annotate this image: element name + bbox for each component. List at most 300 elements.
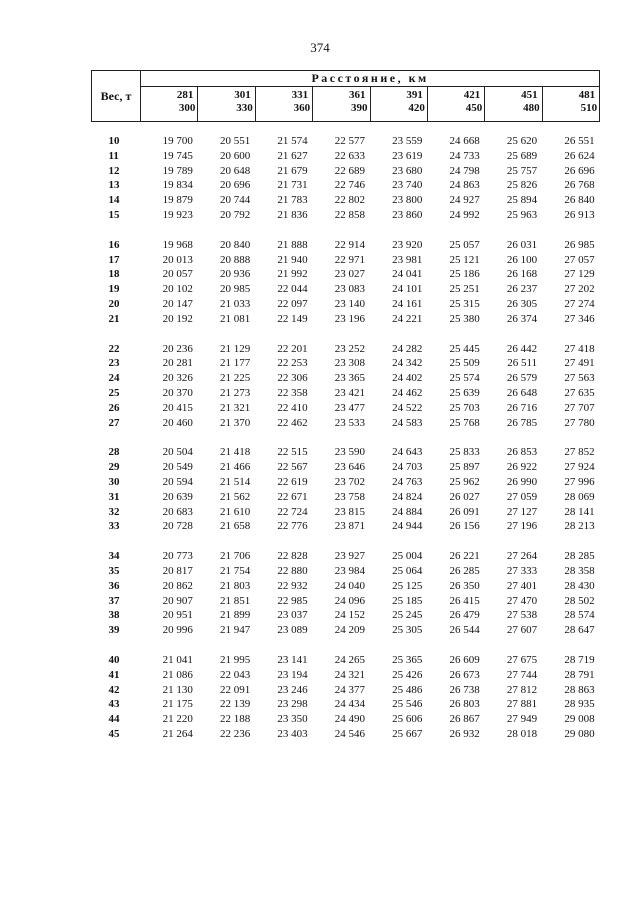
- value-cell: 22 971: [334, 253, 365, 266]
- value-cell: 20 951: [162, 609, 193, 622]
- table-row: [92, 594, 600, 609]
- value-cell: 20 888: [220, 253, 251, 266]
- value-cell: 26 738: [449, 683, 480, 696]
- weight-cell: 12: [108, 164, 120, 177]
- value-cell: 28 935: [564, 698, 595, 711]
- range-from: 301: [234, 89, 251, 101]
- distance-range-row: [92, 87, 600, 122]
- table-row: [92, 386, 600, 401]
- value-cell: 20 862: [162, 579, 193, 592]
- value-cell: 20 728: [162, 520, 193, 533]
- value-cell: 23 308: [334, 357, 365, 370]
- table-row: [92, 623, 600, 638]
- table-row: [92, 490, 600, 505]
- value-cell: 20 600: [220, 149, 251, 162]
- value-cell: 27 059: [506, 490, 538, 503]
- value-cell: 27 401: [506, 579, 538, 592]
- value-cell: 26 716: [506, 401, 538, 414]
- range-from: 451: [521, 89, 538, 101]
- value-cell: 27 675: [506, 653, 538, 666]
- value-cell: 24 733: [449, 149, 480, 162]
- value-cell: 25 121: [449, 253, 480, 266]
- value-cell: 25 305: [392, 624, 423, 637]
- value-cell: 22 043: [220, 668, 251, 681]
- value-cell: 21 370: [220, 416, 251, 429]
- value-cell: 21 129: [220, 342, 251, 355]
- value-cell: 20 648: [220, 164, 251, 177]
- value-cell: 25 757: [506, 164, 538, 177]
- value-cell: 23 815: [334, 505, 365, 518]
- weight-cell: 43: [108, 698, 120, 711]
- value-cell: 23 920: [392, 238, 423, 251]
- value-cell: 23 252: [334, 342, 365, 355]
- value-cell: 23 619: [392, 149, 423, 162]
- value-cell: 22 746: [334, 179, 365, 192]
- weight-cell: 44: [108, 713, 120, 726]
- group-spacer-cell: [92, 430, 600, 445]
- weight-cell: 34: [108, 550, 120, 563]
- value-cell: 25 186: [449, 268, 480, 281]
- value-cell: 24 798: [449, 164, 480, 177]
- distance-range-header: [542, 87, 599, 122]
- value-cell: 26 648: [506, 386, 538, 399]
- group-spacer: [92, 327, 600, 342]
- value-cell: 25 185: [392, 594, 423, 607]
- value-cell: 21 466: [220, 461, 251, 474]
- group-spacer: [92, 638, 600, 653]
- value-cell: 26 785: [506, 416, 538, 429]
- value-cell: 20 102: [162, 283, 193, 296]
- value-cell: 20 013: [162, 253, 193, 266]
- value-cell: 22 236: [220, 727, 251, 740]
- value-cell: 28 285: [564, 550, 595, 563]
- value-cell: 27 707: [564, 401, 595, 414]
- value-cell: 27 057: [564, 253, 595, 266]
- value-cell: 22 858: [334, 208, 365, 221]
- table-header: [92, 71, 600, 122]
- value-cell: 20 744: [220, 194, 251, 207]
- value-cell: 26 673: [449, 668, 480, 681]
- value-cell: 23 027: [334, 268, 365, 281]
- value-cell: 27 607: [506, 624, 538, 637]
- value-cell: 22 410: [277, 401, 308, 414]
- value-cell: 20 840: [220, 238, 251, 251]
- value-cell: 23 141: [277, 653, 308, 666]
- group-spacer-cell: [92, 122, 600, 135]
- value-cell: 20 907: [162, 594, 193, 607]
- distance-range-header: [485, 87, 542, 122]
- table-row: [92, 608, 600, 623]
- value-cell: 28 574: [564, 609, 595, 622]
- value-cell: 24 546: [334, 727, 365, 740]
- weight-column-header: Вес, т: [92, 71, 141, 122]
- value-cell: 21 679: [277, 164, 308, 177]
- range-to: 390: [351, 102, 368, 114]
- tariff-table: [91, 70, 600, 742]
- value-cell: 28 502: [564, 594, 595, 607]
- table-row: [92, 267, 600, 282]
- value-cell: 25 894: [506, 194, 538, 207]
- value-cell: 22 253: [277, 357, 308, 370]
- value-cell: 20 639: [162, 490, 193, 503]
- value-cell: 21 995: [220, 653, 251, 666]
- value-cell: 24 282: [392, 342, 423, 355]
- value-cell: 20 192: [162, 312, 193, 325]
- weight-cell: 35: [108, 564, 120, 577]
- value-cell: 22 358: [277, 386, 308, 399]
- value-cell: 20 985: [220, 283, 251, 296]
- value-cell: 23 559: [392, 135, 423, 147]
- value-cell: 21 273: [220, 386, 251, 399]
- value-cell: 28 719: [564, 653, 595, 666]
- value-cell: 20 773: [162, 550, 193, 563]
- weight-cell: 14: [108, 194, 120, 207]
- value-cell: 28 863: [564, 683, 595, 696]
- value-cell: 25 826: [506, 179, 538, 192]
- value-cell: 26 696: [564, 164, 595, 177]
- value-cell: 24 221: [392, 312, 423, 325]
- value-cell: 22 577: [334, 135, 365, 147]
- value-cell: 20 281: [162, 357, 193, 370]
- value-cell: 25 962: [449, 475, 480, 488]
- value-cell: 24 342: [392, 357, 423, 370]
- value-cell: 28 213: [564, 520, 595, 533]
- value-cell: 27 274: [564, 297, 595, 310]
- group-spacer: [92, 430, 600, 445]
- table-row: [92, 712, 600, 727]
- group-spacer: [92, 122, 600, 135]
- distance-range-header: [370, 87, 427, 122]
- value-cell: 26 479: [449, 609, 480, 622]
- value-cell: 23 984: [334, 564, 365, 577]
- weight-cell: 19: [108, 283, 120, 296]
- value-cell: 20 683: [162, 505, 193, 518]
- value-cell: 23 089: [277, 624, 308, 637]
- value-cell: 27 470: [506, 594, 538, 607]
- value-cell: 20 792: [220, 208, 251, 221]
- value-cell: 26 350: [449, 579, 480, 592]
- value-cell: 22 091: [220, 683, 251, 696]
- value-cell: 28 141: [564, 505, 595, 518]
- value-cell: 22 188: [220, 713, 251, 726]
- value-cell: 21 754: [220, 564, 251, 577]
- value-cell: 27 996: [564, 475, 595, 488]
- value-cell: 26 221: [449, 550, 480, 563]
- value-cell: 28 430: [564, 579, 595, 592]
- value-cell: 21 899: [220, 609, 251, 622]
- value-cell: 23 646: [334, 461, 365, 474]
- value-cell: 26 551: [564, 135, 595, 147]
- value-cell: 21 041: [162, 653, 193, 666]
- value-cell: 27 780: [564, 416, 595, 429]
- value-cell: 24 863: [449, 179, 480, 192]
- value-cell: 27 202: [564, 283, 595, 296]
- value-cell: 21 888: [277, 238, 308, 251]
- weight-cell: 33: [108, 520, 120, 533]
- weight-cell: 38: [108, 609, 120, 622]
- value-cell: 26 985: [564, 238, 595, 251]
- distance-range-header: [255, 87, 312, 122]
- value-cell: 29 080: [564, 727, 595, 740]
- value-cell: 21 783: [277, 194, 308, 207]
- value-cell: 28 647: [564, 624, 595, 637]
- weight-cell: 32: [108, 505, 120, 518]
- value-cell: 20 936: [220, 268, 251, 281]
- value-cell: 24 824: [392, 490, 423, 503]
- value-cell: 27 264: [506, 550, 538, 563]
- distance-range-header: [313, 87, 370, 122]
- value-cell: 24 944: [392, 520, 423, 533]
- weight-cell: 18: [108, 268, 120, 281]
- range-to: 420: [408, 102, 425, 114]
- table-row: [92, 475, 600, 490]
- value-cell: 25 125: [392, 579, 423, 592]
- table-row: [92, 178, 600, 193]
- value-cell: 28 018: [506, 727, 538, 740]
- value-cell: 24 377: [334, 683, 365, 696]
- value-cell: 25 057: [449, 238, 480, 251]
- table-row: [92, 208, 600, 223]
- range-to: 450: [465, 102, 483, 114]
- table-row: [92, 164, 600, 179]
- table-row: [92, 416, 600, 431]
- value-cell: 25 689: [506, 149, 538, 162]
- group-spacer-cell: [92, 534, 600, 549]
- weight-cell: 21: [108, 312, 120, 325]
- value-cell: 23 365: [334, 372, 365, 385]
- table-row: [92, 193, 600, 208]
- value-cell: 25 639: [449, 386, 480, 399]
- range-from: 421: [463, 89, 481, 101]
- value-cell: 22 724: [277, 505, 308, 518]
- value-cell: 25 251: [449, 283, 480, 296]
- group-spacer-cell: [92, 327, 600, 342]
- value-cell: 20 415: [162, 401, 193, 414]
- table-row: [92, 371, 600, 386]
- value-cell: 25 606: [392, 713, 423, 726]
- table-row: [92, 297, 600, 312]
- weight-cell: 37: [108, 594, 120, 607]
- value-cell: 28 358: [564, 564, 595, 577]
- value-cell: 26 156: [449, 520, 480, 533]
- value-cell: 23 421: [334, 386, 365, 399]
- value-cell: 21 175: [162, 698, 193, 711]
- value-cell: 25 365: [392, 653, 423, 666]
- value-cell: 23 927: [334, 550, 365, 563]
- value-cell: 21 418: [220, 446, 251, 459]
- value-cell: 23 758: [334, 490, 365, 503]
- value-cell: 22 932: [277, 579, 308, 592]
- value-cell: 26 415: [449, 594, 480, 607]
- value-cell: 26 305: [506, 297, 538, 310]
- value-cell: 19 789: [162, 164, 193, 177]
- table-row: [92, 549, 600, 564]
- value-cell: 25 315: [449, 297, 480, 310]
- weight-cell: 29: [108, 461, 120, 474]
- value-cell: 22 201: [277, 342, 308, 355]
- value-cell: 23 298: [277, 698, 308, 711]
- value-cell: 25 509: [449, 357, 480, 370]
- value-cell: 25 064: [392, 564, 423, 577]
- weight-cell: 11: [108, 149, 119, 162]
- value-cell: 19 834: [162, 179, 193, 192]
- value-cell: 20 236: [162, 342, 193, 355]
- range-from: 281: [176, 89, 194, 101]
- value-cell: 26 168: [506, 268, 538, 281]
- value-cell: 26 091: [449, 505, 480, 518]
- weight-cell: 20: [108, 297, 120, 310]
- value-cell: 26 932: [449, 727, 480, 740]
- weight-cell: 31: [108, 490, 120, 503]
- table-row: [92, 653, 600, 668]
- value-cell: 27 812: [506, 683, 538, 696]
- value-cell: 25 004: [392, 550, 423, 563]
- value-cell: 23 083: [334, 283, 365, 296]
- value-cell: 27 852: [564, 446, 595, 459]
- value-cell: 24 040: [334, 579, 365, 592]
- value-cell: 24 434: [334, 698, 365, 711]
- value-cell: 27 127: [506, 505, 538, 518]
- table-row: [92, 401, 600, 416]
- value-cell: 27 333: [506, 564, 538, 577]
- value-cell: 25 703: [449, 401, 480, 414]
- table-row: [92, 312, 600, 327]
- value-cell: 25 897: [449, 461, 480, 474]
- value-cell: 26 990: [506, 475, 538, 488]
- value-cell: 20 996: [162, 624, 193, 637]
- range-to: 510: [580, 102, 598, 114]
- value-cell: 21 081: [220, 312, 251, 325]
- table-row: [92, 668, 600, 683]
- weight-cell: 10: [108, 135, 120, 147]
- value-cell: 26 511: [507, 357, 538, 370]
- value-cell: 21 086: [162, 668, 193, 681]
- value-cell: 26 867: [449, 713, 480, 726]
- value-cell: 20 817: [162, 564, 193, 577]
- table-row: [92, 564, 600, 579]
- value-cell: 22 462: [277, 416, 308, 429]
- value-cell: 27 949: [506, 713, 538, 726]
- weight-cell: 13: [108, 179, 120, 192]
- value-cell: 21 574: [277, 135, 308, 147]
- group-spacer-cell: [92, 638, 600, 653]
- value-cell: 24 522: [392, 401, 423, 414]
- value-cell: 25 768: [449, 416, 480, 429]
- distance-range-header: [198, 87, 255, 122]
- range-to: 300: [178, 102, 196, 114]
- value-cell: 26 374: [506, 312, 538, 325]
- value-cell: 20 370: [162, 386, 193, 399]
- value-cell: 24 462: [392, 386, 423, 399]
- value-cell: 23 350: [277, 713, 308, 726]
- value-cell: 25 380: [449, 312, 480, 325]
- value-cell: 26 609: [449, 653, 480, 666]
- range-to: 360: [293, 102, 311, 114]
- weight-cell: 17: [108, 253, 120, 266]
- value-cell: 26 285: [449, 564, 480, 577]
- value-cell: 19 745: [162, 149, 193, 162]
- value-cell: 24 884: [392, 505, 423, 518]
- value-cell: 21 177: [220, 357, 251, 370]
- value-cell: 23 196: [334, 312, 365, 325]
- table-row: [92, 727, 600, 742]
- value-cell: 21 130: [162, 683, 193, 696]
- value-cell: 20 057: [162, 268, 193, 281]
- value-cell: 20 326: [162, 372, 193, 385]
- group-spacer: [92, 223, 600, 238]
- value-cell: 22 515: [277, 446, 308, 459]
- value-cell: 26 913: [564, 208, 595, 221]
- value-cell: 23 702: [334, 475, 365, 488]
- value-cell: 27 196: [506, 520, 538, 533]
- value-cell: 27 924: [564, 461, 595, 474]
- value-cell: 27 538: [506, 609, 538, 622]
- value-cell: 20 594: [162, 475, 193, 488]
- value-cell: 21 803: [220, 579, 251, 592]
- table-row: [92, 519, 600, 534]
- weight-cell: 16: [108, 238, 120, 251]
- weight-cell: 39: [108, 624, 120, 637]
- value-cell: 23 533: [334, 416, 365, 429]
- value-cell: 21 731: [277, 179, 308, 192]
- table-row: [92, 683, 600, 698]
- page-number: 374: [310, 40, 330, 55]
- value-cell: 21 562: [220, 490, 251, 503]
- value-cell: 20 549: [162, 461, 193, 474]
- value-cell: 22 776: [277, 520, 308, 533]
- table-row: [92, 342, 600, 357]
- value-cell: 27 563: [564, 372, 595, 385]
- value-cell: 26 579: [506, 372, 538, 385]
- value-cell: 24 321: [334, 668, 365, 681]
- weight-cell: 26: [108, 401, 120, 414]
- value-cell: 21 627: [277, 149, 308, 162]
- value-cell: 23 403: [277, 727, 308, 740]
- weight-cell: 24: [108, 372, 120, 385]
- value-cell: 22 633: [334, 149, 365, 162]
- table-row: [92, 697, 600, 712]
- value-cell: 25 667: [392, 727, 423, 740]
- value-cell: 20 147: [162, 297, 193, 310]
- value-cell: 22 802: [334, 194, 365, 207]
- value-cell: 19 700: [162, 135, 193, 147]
- value-cell: 25 833: [449, 446, 480, 459]
- table-row: [92, 356, 600, 371]
- value-cell: 24 209: [334, 624, 365, 637]
- table-row: [92, 253, 600, 268]
- value-cell: 27 635: [564, 386, 595, 399]
- value-cell: 25 546: [392, 698, 423, 711]
- value-cell: 22 567: [277, 461, 308, 474]
- table-row: [92, 505, 600, 520]
- value-cell: 26 624: [564, 149, 595, 162]
- value-cell: 23 871: [334, 520, 365, 533]
- value-cell: 21 940: [277, 253, 308, 266]
- value-cell: 26 027: [449, 490, 480, 503]
- value-cell: 29 008: [564, 713, 595, 726]
- value-cell: 22 828: [277, 550, 308, 563]
- value-cell: 25 963: [506, 208, 538, 221]
- value-cell: 26 853: [506, 446, 538, 459]
- value-cell: 27 346: [564, 312, 595, 325]
- value-cell: 22 044: [277, 283, 308, 296]
- value-cell: 22 985: [277, 594, 308, 607]
- value-cell: 21 610: [220, 505, 251, 518]
- value-cell: 24 703: [392, 461, 423, 474]
- range-from: 481: [578, 89, 596, 101]
- table-row: [92, 149, 600, 164]
- weight-cell: 15: [108, 208, 120, 221]
